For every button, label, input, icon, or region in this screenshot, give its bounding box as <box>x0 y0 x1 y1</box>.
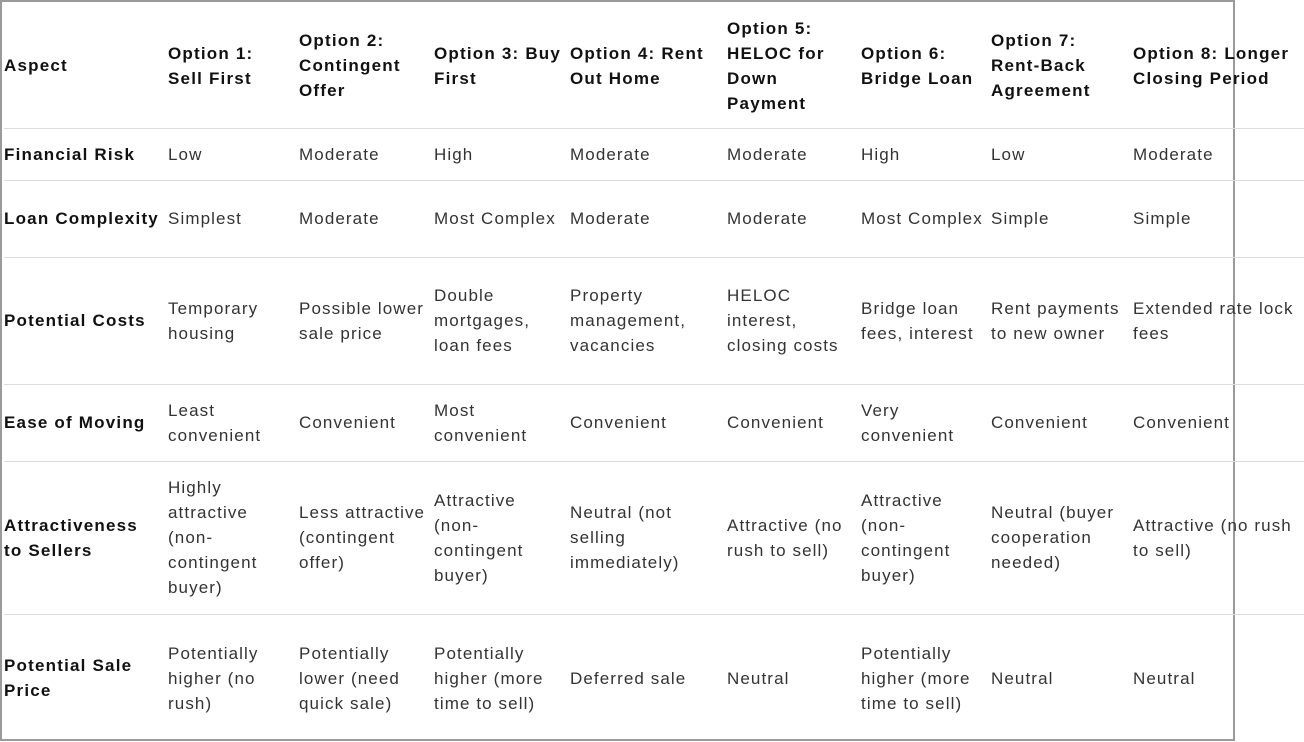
table-cell: Neutral (not selling immediately) <box>570 461 727 614</box>
table-cell: Simple <box>1133 180 1304 257</box>
row-label: Loan Complexity <box>4 180 168 257</box>
comparison-table <box>4 4 1304 742</box>
table-cell: Double mortgages, loan fees <box>434 257 570 384</box>
column-header-option-6: Option 6: Bridge Loan <box>861 4 991 128</box>
table-cell: Convenient <box>570 384 727 461</box>
table-cell: Bridge loan fees, interest <box>861 257 991 384</box>
table-cell: Very convenient <box>861 384 991 461</box>
table-cell: Possible lower sale price <box>299 257 434 384</box>
table-cell: Most convenient <box>434 384 570 461</box>
table-cell: Neutral (buyer cooperation needed) <box>991 461 1133 614</box>
table-cell: Moderate <box>727 128 861 180</box>
table-cell: Potentially higher (no rush) <box>168 643 259 713</box>
row-label: Potential Sale Price <box>4 656 133 701</box>
table-cell: Temporary housing <box>168 257 299 384</box>
table-cell: Moderate <box>570 180 727 257</box>
table-row <box>4 384 1304 461</box>
column-header-option-5: Option 5: HELOC for Down Payment <box>727 4 861 128</box>
row-label: Financial Risk <box>4 128 168 180</box>
table-cell: Simplest <box>168 180 299 257</box>
table-cell: Less attractive (contingent offer) <box>299 461 434 614</box>
table-cell: Rent payments to new owner <box>991 257 1133 384</box>
table-cell: Attractive (non-contingent buyer) <box>861 461 991 614</box>
column-header-option-7: Option 7: Rent-Back Agreement <box>991 4 1133 128</box>
column-header-option-1: Option 1: Sell First <box>168 4 299 128</box>
table-header-row <box>4 4 1304 128</box>
table-cell: Attractive (no rush to sell) <box>727 461 861 614</box>
column-header-option-2: Option 2: Contingent Offer <box>299 4 434 128</box>
column-header-option-8: Option 8: Longer Closing Period <box>1133 4 1304 128</box>
row-label: Attractiveness to Sellers <box>4 461 168 614</box>
table-cell: High <box>861 128 991 180</box>
table-cell: Property management, vacancies <box>570 257 727 384</box>
table-cell: Potentially higher (more time to sell) <box>861 643 971 713</box>
table-cell: Potentially higher (more time to sell) <box>434 643 544 713</box>
table-row <box>4 180 1304 257</box>
table-cell: Moderate <box>570 128 727 180</box>
table-cell: Attractive (non-contingent buyer) <box>434 461 570 614</box>
table-cell: HELOC interest, closing costs <box>727 257 861 384</box>
table-cell: Most Complex <box>861 180 991 257</box>
table-cell: Moderate <box>727 180 861 257</box>
table-cell: Attractive (no rush to sell) <box>1133 461 1304 614</box>
table-cell: Least convenient <box>168 384 299 461</box>
table-cell: Potentially lower (need quick sale) <box>299 643 400 713</box>
table-cell: Extended rate lock fees <box>1133 257 1304 384</box>
table-cell: Most Complex <box>434 180 570 257</box>
table-row <box>4 614 1304 742</box>
table-cell: High <box>434 128 570 180</box>
column-header-option-4: Option 4: Rent Out Home <box>570 4 727 128</box>
table-cell: Low <box>168 128 299 180</box>
row-label: Potential Costs <box>4 257 168 384</box>
table-cell: Deferred sale <box>570 668 687 688</box>
row-label: Ease of Moving <box>4 384 168 461</box>
column-header-option-3: Option 3: Buy First <box>434 4 570 128</box>
table-cell: Highly attractive (non-contingent buyer) <box>168 461 299 614</box>
table-row <box>4 128 1304 180</box>
table-cell: Moderate <box>299 128 434 180</box>
table-cell: Neutral <box>1133 668 1196 688</box>
table-row <box>4 257 1304 384</box>
table-cell: Neutral <box>991 668 1054 688</box>
table-cell: Moderate <box>299 180 434 257</box>
table-cell: Convenient <box>727 384 861 461</box>
table-cell: Convenient <box>1133 384 1304 461</box>
table-cell: Moderate <box>1133 128 1304 180</box>
column-header-aspect: Aspect <box>4 4 168 128</box>
table-cell: Simple <box>991 180 1133 257</box>
table-cell: Neutral <box>727 668 790 688</box>
table-cell: Convenient <box>299 384 434 461</box>
table-cell: Low <box>991 128 1133 180</box>
table-cell: Convenient <box>991 384 1133 461</box>
table-row <box>4 461 1304 614</box>
